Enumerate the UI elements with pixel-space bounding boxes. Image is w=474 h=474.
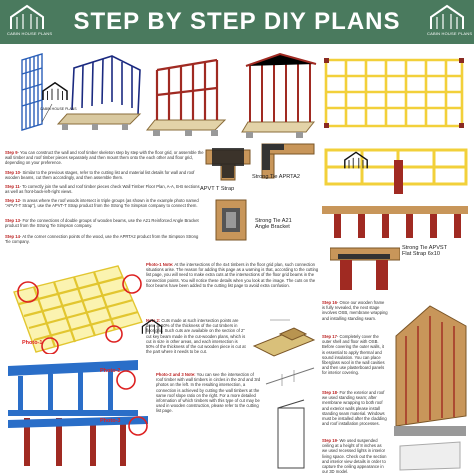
step-19-heading: Step 19 (322, 438, 337, 443)
step-9 (5, 150, 205, 166)
step-13 (5, 218, 205, 228)
roof-cut-detail-image (262, 364, 320, 470)
apvst-strap-image (330, 244, 400, 292)
photo-2-3-note-heading: Photo-2 and 3 Note: (156, 372, 196, 377)
floor-grid-top-image (322, 50, 468, 134)
step-11-text: - To correctly join the wall and roof timber pieces check Wall Timber Floor Plan, A-A, B-B sections as well as front-back-left-right views. (5, 184, 200, 195)
step-14-text: - At the corner connection points of the wood, use the APRTA2 product from the Simpson Strong Tie company. (5, 234, 199, 245)
apvst-label: Strong Tie APVST Flat Strap 6x10 (402, 245, 448, 258)
house-logo-icon (7, 3, 47, 31)
house-logo-icon (427, 3, 467, 31)
step-18 (322, 390, 388, 426)
note-2-text: Cuts made at such intersection points are done at 50% of the thickness of the cut timbers in floor grid. Such cuts are available on the section of 2" cut key beam made in the cut-wooden plans, which is cut in size in other areas, and each intersection is 50% of the thickness of the cut wooden piece is cut at the part where it needs to be cut. (146, 318, 246, 355)
wall-frame-image (145, 50, 235, 140)
step-13-heading: Step 13 (5, 218, 20, 223)
step-10-heading: Step 10 (5, 170, 20, 175)
step-19 (322, 438, 388, 474)
step-11-heading: Step 11 (5, 184, 20, 189)
house-logo-icon (40, 80, 70, 102)
step-9-text: - You can construct the wall and roof timber skeleton step by step with the floor grid, or assemble the wall timber and roof timber pieces separately and then mount them onto the each other and floor grid, depending on your preference. (5, 150, 204, 166)
step-9-heading: Step 9 (5, 150, 18, 155)
aprta2-label: Strong Tie APRTA2 (252, 174, 300, 180)
step-render-image (390, 296, 470, 472)
note-2-heading: Note 2: (146, 318, 161, 323)
step-18-text: - For the exterior and roof we used standing seam; after membrane wrapping to both roof and exterior walls please install standing seam material. Windows must be installed after the cladding and roof installation processes. (322, 390, 387, 427)
photo-2-3-note (156, 372, 262, 414)
step-16-heading: Step 16 (322, 300, 337, 305)
step-10-text: - Similar to the previous stages, refer to the cutting list and material list details for wall and roof wooden beams, cut them accordingly, and then assemble them. (5, 170, 195, 181)
logo-right (427, 3, 473, 41)
apvt-strap-image (200, 140, 255, 182)
note-2-cut-image (250, 316, 318, 362)
photo-1-note (146, 262, 320, 288)
step-17-heading: Step 17 (322, 334, 337, 339)
step-18-heading: Step 18 (322, 390, 337, 395)
photo-1-label: Photo-1 (22, 340, 43, 346)
step-13-text: - For the connections of double groups of wooden beams, use the A21 Reinforced Angle Bracket product from the Strong Tie Simpson company. (5, 218, 199, 229)
logo-right-text: CABIN HOUSE PLANS (427, 31, 473, 36)
photo-2-3-image (8, 358, 154, 470)
page-title: STEP BY STEP DIY PLANS (73, 8, 401, 35)
step-12 (5, 198, 205, 208)
photo-1-note-text: At the intersections of the 4x4 timbers in the floor grid plan, such connection situations arise. The reason for adding this page as a warning is that, according to the cutting list page, you will need to make extra cuts at the intersections of the floor grid beams in the connection points. You will notice these details when you look at the image. The cuts on the floor beams have been added to the cutting list page to avoid extra confusion. (146, 262, 319, 288)
apvt-label: APVT T Strap (200, 186, 235, 192)
wall-posts-image (322, 200, 468, 240)
step-16 (322, 300, 388, 321)
header-bar (0, 0, 474, 44)
step-14-heading: Step 14 (5, 234, 20, 239)
house-logo-icon (342, 150, 370, 170)
photo-1-note-heading: Photo-1 Note: (146, 262, 174, 267)
step-12-heading: Step 12 (5, 198, 20, 203)
frame-skeleton-image (12, 50, 142, 140)
logo-left-text: CABIN HOUSE PLANS (7, 31, 53, 36)
step-10 (5, 170, 205, 180)
step-16-text: - Once our wooden frame is fully revealed, the next stage involves OSB, membrane wrapping and installing standing seam. (322, 300, 388, 321)
step-19-text: - We used suspended ceiling at a height of 8 inches as we used recessed lights in interior living space. Check out the section and interior view details in order to capture the ceiling appearance in our 3D model. (322, 438, 387, 474)
logo-watermark-3 (140, 318, 168, 344)
logo-watermark-2 (342, 150, 370, 180)
step-14 (5, 234, 205, 244)
step-17-text: - Completely cover the outer shell and floor with OSB. Before covering the outer walls, it is essential to apply thermal and sound insulation. You can place fiberglass wool in the wall cavities and then use plasterboard panels for interior covering. (322, 334, 385, 376)
a21-label: Strong Tie A21 Angle Bracket (255, 218, 292, 231)
wall-roof-frame-image (240, 50, 320, 140)
photo-2-label: Photo-2 (100, 368, 121, 374)
a21-bracket-image (210, 196, 252, 244)
step-17 (322, 334, 388, 376)
photo-3-label: Photo-3 (100, 418, 121, 424)
step-11 (5, 184, 205, 194)
logo-watermark (40, 80, 76, 120)
step-12-text: - In areas where the roof woods intersect in triple groups (as shown in the example photo named "APVT-T Strap"), use the APVT-T Strap product from the Strong Tie Simpson company to connect them. (5, 198, 199, 209)
house-logo-icon (140, 318, 164, 335)
photo-2-3-note-text: You can see the intersection of roof timber with wall timbers in circles in the 2nd and 3rd photos on the left. In the resulting intersection, a connection is achieved by cutting the wall timbers at the same roof slope ratio on the right. For a more detailed information of which timbers with this type of cut may be used in wooden construction, please refer to the cutting list page. (156, 372, 261, 414)
logo-watermark-text: CABIN HOUSE PLANS (40, 107, 77, 111)
logo-left (7, 3, 53, 41)
